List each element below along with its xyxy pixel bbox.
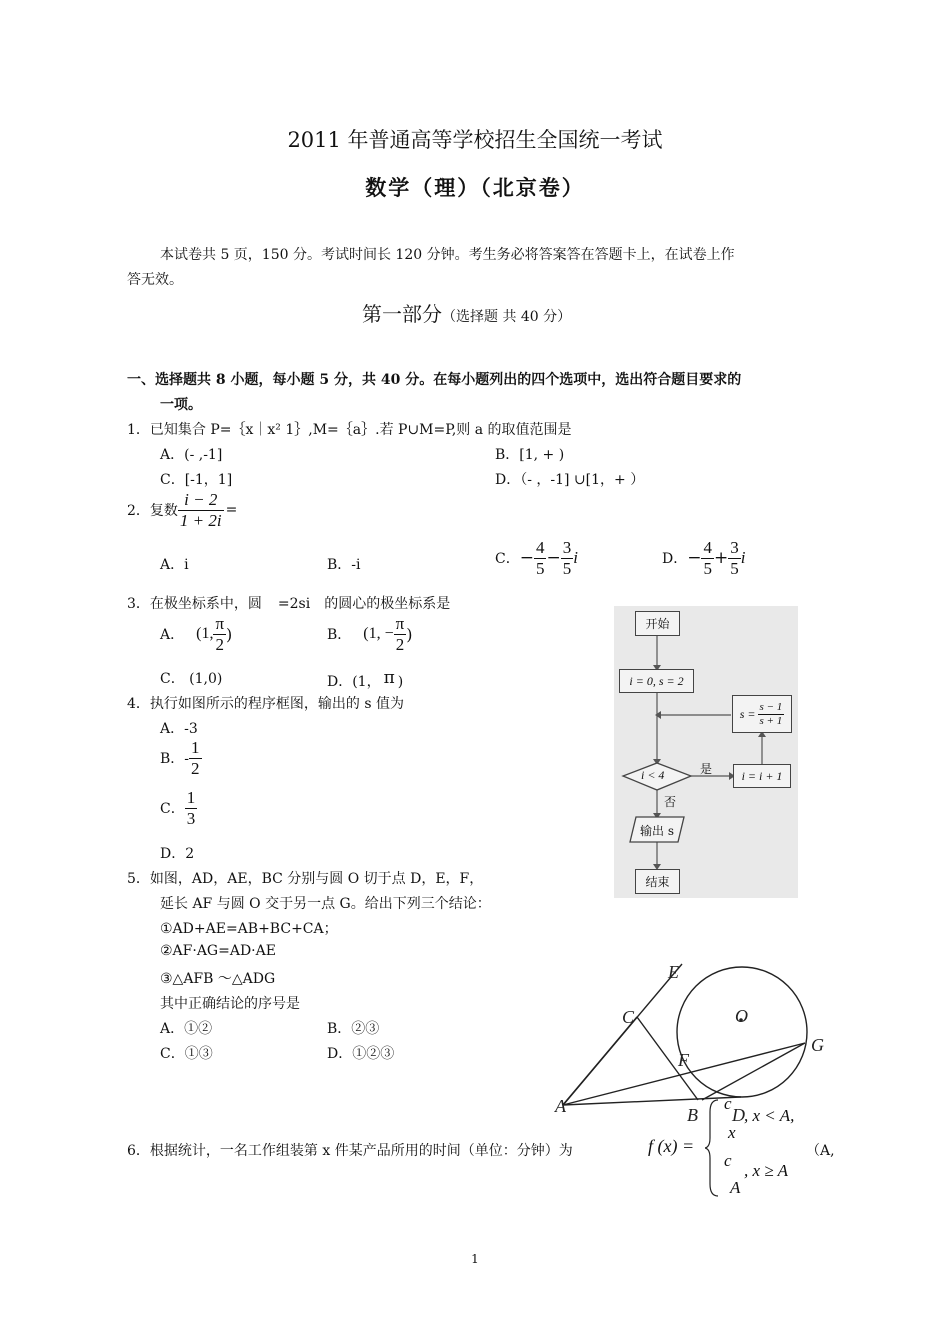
flowchart-update <box>732 695 792 733</box>
q4-option-b <box>160 738 202 778</box>
q2-option-c-label: C． <box>495 551 520 568</box>
q3-b-pi: π <box>395 614 405 633</box>
flowchart-increment: i = i + 1 <box>733 764 791 788</box>
flowchart-init: i = 0, s = 2 <box>619 669 694 693</box>
flowchart-cond: i < 4 <box>641 768 665 782</box>
q5-line-2: 延长 AF 与圆 O 交于另一点 G。给出下列三个结论： <box>160 896 491 912</box>
q1-option-c: C．[-1，1] <box>160 472 233 488</box>
q2-d-n1: 4 <box>703 538 712 557</box>
geo-label-a: A <box>555 1096 566 1116</box>
q2-d-frac2 <box>728 538 741 578</box>
q6-case2-num: c <box>724 1151 732 1170</box>
q1-option-d: D．（- ，-1] ∪[1，+ ） <box>495 472 645 488</box>
part1-title: 第一部分 <box>362 302 442 326</box>
intro-line-1: 本试卷共 5 页，150 分。考试时间长 120 分钟。考生务必将答案答在答题卡上，在试卷上作 <box>160 247 735 263</box>
q5-conclusion-2: ②AF·AG=AD·AE <box>160 943 276 959</box>
geo-label-b: B <box>687 1105 698 1125</box>
page-subtitle: 数学（理）（北京卷） <box>365 176 585 200</box>
intro-line-2: 答无效。 <box>127 272 183 288</box>
flowchart-start: 开始 <box>635 611 680 636</box>
q5-option-c: C．①③ <box>160 1046 213 1062</box>
q3-b-open: (1, − <box>363 625 394 643</box>
q2-stem <box>127 490 237 530</box>
q2-option-c: C． − $\frac{4}{5}$ − $\frac{3}{5}$ i <box>495 538 578 578</box>
q2-option-b: B．-i <box>327 557 361 573</box>
geo-label-d: D <box>732 1105 745 1125</box>
q2-d-frac1 <box>701 538 714 578</box>
flowchart-update-num: s − 1 <box>759 700 783 713</box>
q6-stem: 6．根据统计，一名工作组装第 x 件某产品所用的时间（单位：分钟）为 <box>127 1143 573 1159</box>
q3-d-label: D．(1， <box>327 674 381 690</box>
q2-d-d2: 5 <box>730 558 739 578</box>
q2-c-frac1 <box>534 538 547 578</box>
q5-option-d: D．①②③ <box>327 1046 395 1062</box>
q4-b-num: 1 <box>191 738 200 757</box>
q1-option-b: B．[1, + ) <box>495 447 565 463</box>
q3-a-open: (1, <box>196 625 214 643</box>
q2-d-n2: 3 <box>730 538 739 557</box>
q6-tail: （A, <box>806 1143 835 1159</box>
q3-a-label: A． <box>160 627 185 644</box>
q2-d-d1: 5 <box>703 558 712 578</box>
q4-c-den: 3 <box>186 808 196 828</box>
q4-b-label: B．- <box>160 751 190 768</box>
q3-a-pi: π <box>215 614 225 633</box>
q4-b-den: 2 <box>191 758 200 778</box>
q2-c-frac2 <box>561 538 574 578</box>
flowchart-end: 结束 <box>635 869 680 894</box>
q5-option-b: B．②③ <box>327 1021 380 1037</box>
q2-fraction <box>178 490 224 530</box>
q2-c-n2: 3 <box>562 538 572 557</box>
q4-b-frac <box>189 738 202 778</box>
q5-option-a: A．①② <box>160 1021 213 1037</box>
geo-label-o: O <box>735 1006 748 1026</box>
geo-label-g: G <box>811 1035 824 1055</box>
q1-stem: 1．已知集合 P=｛x｜x² 1｝,M=｛a｝.若 P∪M=P,则 a 的取值范围是 <box>127 422 572 438</box>
q4-option-d: D．2 <box>160 846 195 862</box>
q2-stem-text: 2．复数 <box>127 503 178 520</box>
q5-line-1: 5．如图，AD，AE，BC 分别与圆 O 切于点 D，E，F， <box>127 871 484 887</box>
q5-ask: 其中正确结论的序号是 <box>160 996 300 1012</box>
q3-option-b: B． (1, − $\frac{\pi}{2}$ ) <box>327 614 413 654</box>
flowchart-output: 输出 s <box>640 824 674 838</box>
q3-b-two: 2 <box>395 634 405 654</box>
flowchart-update-lhs: s = <box>739 706 756 721</box>
q2-option-d-label: D． <box>662 551 688 568</box>
geo-label-c: C <box>622 1007 635 1027</box>
q4-c-frac <box>185 788 198 828</box>
q4-option-c <box>160 788 197 828</box>
q3-stem-c: 的圆心的极坐标系是 <box>324 596 451 612</box>
page-number: 1 <box>471 1252 479 1266</box>
q6-case1-cond: , x < A, <box>744 1106 795 1125</box>
q6-f: f (x) = <box>648 1136 695 1156</box>
q3-d-pi: π <box>383 668 395 688</box>
geo-label-f: F <box>678 1050 689 1070</box>
flowchart-no: 否 <box>664 795 677 809</box>
part1-heading <box>362 298 571 327</box>
q3-stem-a: 3．在极坐标系中，圆 <box>127 596 262 612</box>
section1-line-2: 一项。 <box>160 397 202 413</box>
q6-case2-cond: , x ≥ A <box>744 1161 788 1180</box>
q5-conclusion-3: ③△AFB ～△ADG <box>160 971 276 987</box>
page-title: 2011 年普通高等学校招生全国统一考试 <box>287 128 663 152</box>
q6-case2-den: A <box>730 1178 741 1197</box>
q3-option-d <box>327 668 403 691</box>
flowchart-yes: 是 <box>700 762 713 776</box>
q4-c-label: C． <box>160 801 185 818</box>
q6-brace <box>705 1098 721 1198</box>
q3-stem-b: =2si <box>277 596 311 612</box>
q3-a-two: 2 <box>215 634 224 654</box>
q2-c-d2: 5 <box>562 558 572 578</box>
q3-b-label: B． <box>327 627 352 644</box>
q5-conclusion-1: ①AD+AE=AB+BC+CA； <box>160 921 338 937</box>
flowchart-lines <box>614 606 798 898</box>
q2-numerator: i − 2 <box>178 490 224 511</box>
q4-option-a: A．-3 <box>160 721 198 737</box>
geometry-figure <box>550 950 840 1125</box>
q2-equals: = <box>225 502 238 519</box>
q1-option-a: A．(- ,-1] <box>160 447 223 463</box>
q2-c-d1: 5 <box>535 558 545 578</box>
flowchart <box>614 606 798 898</box>
q2-option-d: D． − $\frac{4}{5}$ + $\frac{3}{5}$ i <box>662 538 746 578</box>
q3-option-c: C． (1,0) <box>160 671 223 687</box>
q2-option-a: A．i <box>160 557 189 573</box>
q4-stem: 4．执行如图所示的程序框图，输出的 s 值为 <box>127 696 404 712</box>
q2-c-n1: 4 <box>535 538 545 557</box>
q3-d-end: ) <box>397 674 404 690</box>
flowchart-update-den: s + 1 <box>759 714 783 727</box>
section1-line-1: 一、选择题共 8 小题，每小题 5 分，共 40 分。在每小题列出的四个选项中，选出符合题目要求的 <box>127 372 742 388</box>
q4-c-num: 1 <box>186 788 196 807</box>
flowchart-update-frac <box>758 701 785 727</box>
geo-label-e: E <box>668 962 679 982</box>
q6-case1-den: x <box>728 1123 736 1142</box>
q3-b-frac <box>394 614 407 654</box>
q6-case1-num: c <box>724 1094 732 1113</box>
q3-stem <box>127 593 450 613</box>
q3-option-a: A． (1, $\frac{\pi}{2}$ ) <box>160 614 233 654</box>
q2-denominator: 1 + 2i <box>179 510 222 530</box>
part1-note: （选择题 共 40 分） <box>442 309 572 325</box>
q3-a-frac <box>213 614 226 654</box>
